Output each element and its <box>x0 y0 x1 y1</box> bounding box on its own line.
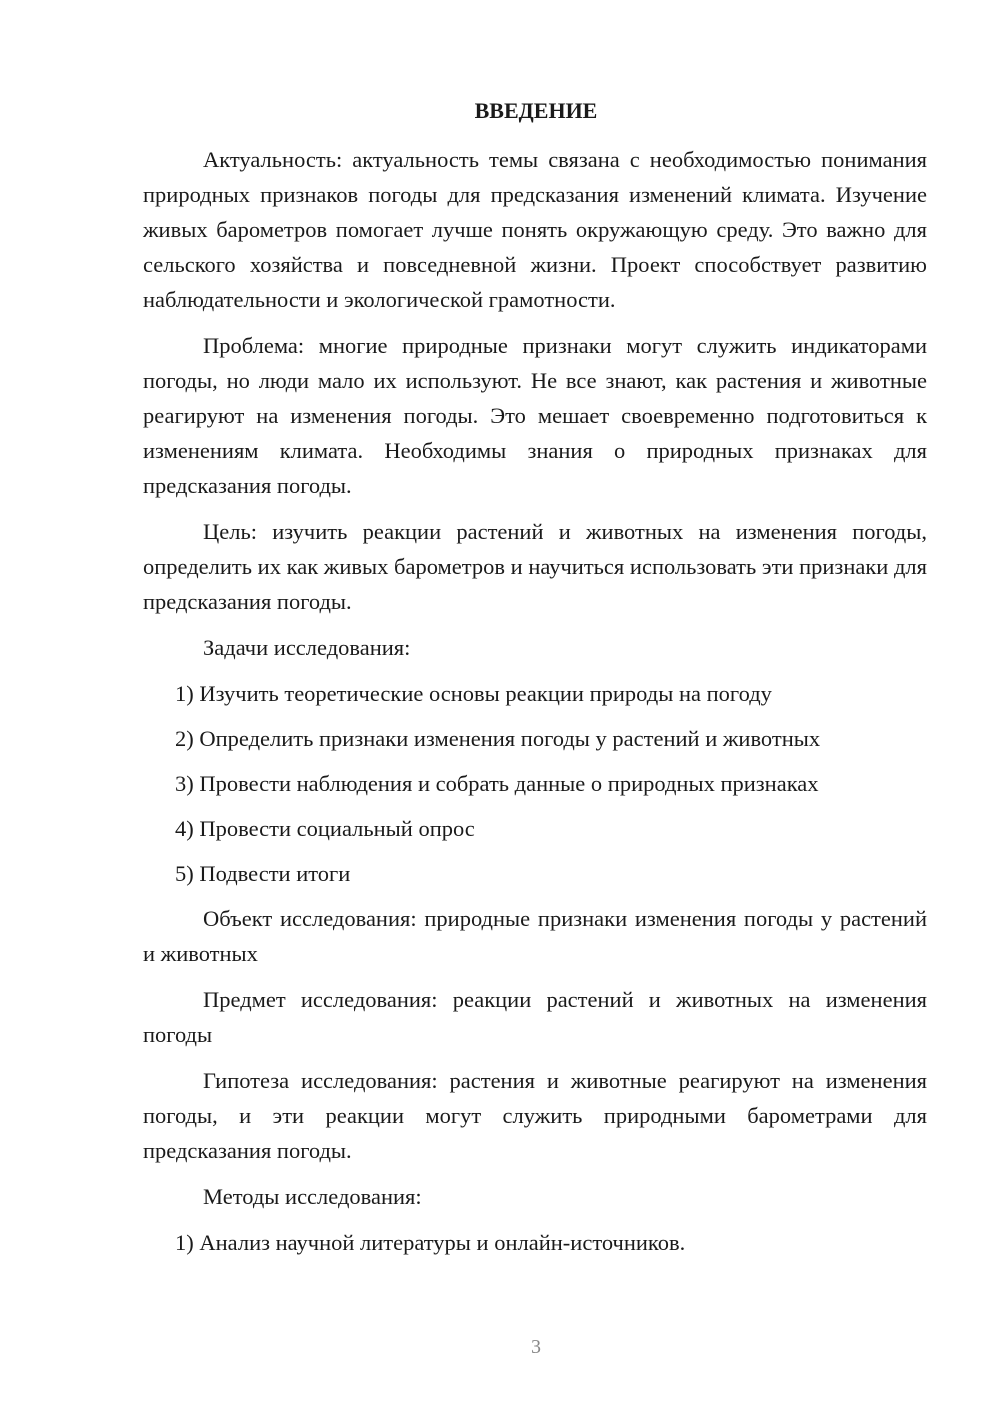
goal-paragraph: Цель: изучить реакции растений и животных на изменения погоды, определить их как живых барометров и научиться использовать эти признаки для предсказания погоды. <box>143 519 927 614</box>
method-item-1: 1) Анализ научной литературы и онлайн-источников. <box>175 1230 686 1255</box>
task-item-1: 1) Изучить теоретические основы реакции природы на погоду <box>175 681 772 706</box>
task-item-2: 2) Определить признаки изменения погоды у растений и животных <box>175 726 821 751</box>
subject-paragraph: Предмет исследования: реакции растений и животных на изменения погоды <box>143 987 927 1047</box>
task-item-5: 5) Подвести итоги <box>175 861 351 886</box>
problem-paragraph: Проблема: многие природные признаки могут служить индикаторами погоды, но люди мало их используют. Не все знают, как растения и животные реагируют на изменения погоды. Это мешает своевременно подготовиться к изменениям климата. Необходимы знания о природных признаках для предсказания погоды. <box>143 333 927 498</box>
task-item-4: 4) Провести социальный опрос <box>175 816 475 841</box>
methods-heading: Методы исследования: <box>203 1184 422 1209</box>
hypothesis-paragraph: Гипотеза исследования: растения и животные реагируют на изменения погоды, и эти реакции могут служить природными барометрами для предсказания погоды. <box>143 1068 927 1163</box>
task-item-3: 3) Провести наблюдения и собрать данные о природных признаках <box>175 771 819 796</box>
relevance-paragraph: Актуальность: актуальность темы связана с необходимостью понимания природных признаков погоды для предсказания изменений климата. Изучение живых барометров помогает лучше понять окружающую среду. Это важно для сельского хозяйства и повседневной жизни. Проект способствует развитию наблюдательности и экологической грамотности. <box>143 147 927 312</box>
object-paragraph: Объект исследования: природные признаки изменения погоды у растений и животных <box>143 906 927 966</box>
page-content <box>143 142 927 1270</box>
page-number: 3 <box>531 1336 541 1358</box>
page-title: ВВЕДЕНИЕ <box>474 98 598 123</box>
tasks-heading: Задачи исследования: <box>203 635 411 660</box>
